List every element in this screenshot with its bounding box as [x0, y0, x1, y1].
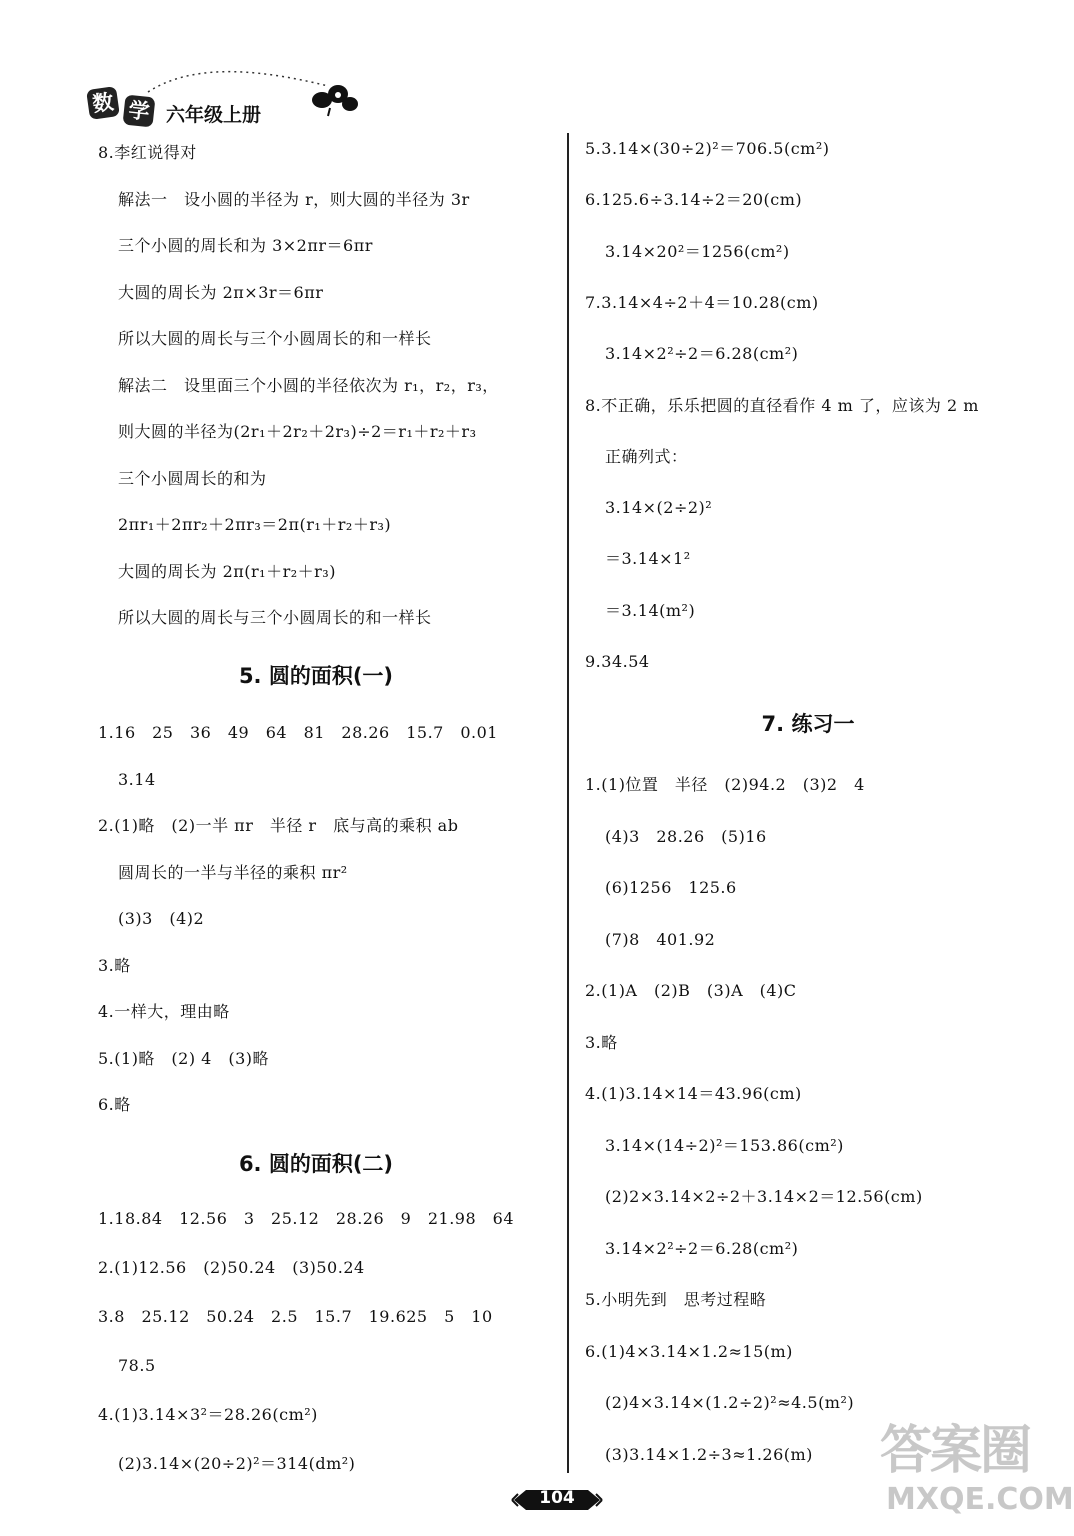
answer-line: (2)3.14×(20÷2)²＝314(dm²)	[118, 1454, 356, 1473]
header-title: 六年级上册	[166, 104, 262, 126]
answer-line: 三个小圆周长的和为	[118, 468, 267, 488]
answer-line: 大圆的周长为 2π×3r＝6πr	[118, 282, 324, 302]
watermark-logo: 答案圈	[880, 1421, 1031, 1481]
watermark	[880, 1408, 1074, 1528]
answer-line: 3.14×20²＝1256(cm²)	[605, 241, 790, 261]
answer-line: 3.14×2²÷2＝6.28(cm²)	[605, 1238, 799, 1258]
answer-line: 3.14×2²÷2＝6.28(cm²)	[605, 344, 799, 364]
answer-line: 大圆的周长为 2π(r₁＋r₂＋r₃)	[118, 561, 336, 581]
answer-line: 3.略	[98, 955, 131, 975]
answer-line: (6)1256 125.6	[605, 878, 737, 897]
column-divider	[567, 133, 569, 1473]
section-title: 7. 练习一	[761, 712, 855, 736]
answer-line: 9.34.54	[585, 652, 650, 671]
answer-line: 2.(1)12.56 (2)50.24 (3)50.24	[98, 1258, 365, 1277]
page-header	[88, 70, 388, 134]
answer-line: 5.小明先到 思考过程略	[585, 1290, 767, 1309]
answer-line: 8.不正确，乐乐把圆的直径看作 4 m 了，应该为 2 m	[585, 395, 979, 415]
answer-line: ＝3.14×1²	[605, 549, 691, 569]
answer-line: 2.(1)A (2)B (3)A (4)C	[585, 981, 797, 1000]
answer-line: (2)4×3.14×(1.2÷2)²≈4.5(m²)	[605, 1393, 855, 1412]
answer-line: 圆周长的一半与半径的乘积 πr²	[118, 862, 348, 882]
answer-line: 3.14×(14÷2)²＝153.86(cm²)	[605, 1135, 844, 1155]
answer-line: 4.(1)3.14×3²＝28.26(cm²)	[98, 1405, 318, 1424]
answer-line: 6.略	[98, 1095, 131, 1114]
answer-line: 解法一 设小圆的半径为 r，则大圆的半径为 3r	[118, 189, 470, 209]
answer-line: 5.(1)略 (2) 4 (3)略	[98, 1048, 270, 1068]
page-number	[512, 1486, 602, 1514]
answer-line: 3.略	[585, 1032, 618, 1052]
answer-line: 78.5	[118, 1356, 156, 1375]
header-badge-1: 数	[86, 86, 120, 120]
answer-line: 1.18.84 12.56 3 25.12 28.26 9 21.98 64	[98, 1209, 515, 1228]
answer-line: (7)8 401.92	[605, 929, 716, 949]
flower-decoration-icon	[310, 78, 360, 118]
answer-line: 6.(1)4×3.14×1.2≈15(m)	[585, 1341, 793, 1361]
section-title: 6. 圆的面积(二)	[238, 1152, 394, 1176]
answer-line: 8.李红说得对	[98, 143, 197, 162]
answer-line: 解法二 设里面三个小圆的半径依次为 r₁，r₂，r₃，	[118, 375, 499, 395]
answer-line: 7.3.14×4÷2＋4＝10.28(cm)	[585, 292, 819, 312]
page-number-text: 104	[539, 1488, 575, 1508]
watermark-url: MXQE.COM	[886, 1482, 1074, 1517]
answer-line: 2πr₁＋2πr₂＋2πr₃＝2π(r₁＋r₂＋r₃)	[118, 515, 392, 534]
answer-line: 所以大圆的周长与三个小圆周长的和一样长	[118, 329, 432, 348]
answer-line: (4)3 28.26 (5)16	[605, 826, 767, 846]
answer-line: 3.14	[118, 769, 156, 789]
answer-line: (2)2×3.14×2÷2＋3.14×2＝12.56(cm)	[605, 1187, 923, 1206]
answer-line: (3)3 (4)2	[118, 909, 205, 928]
answer-line: 3.8 25.12 50.24 2.5 15.7 19.625 5 10	[98, 1307, 493, 1326]
answer-line: 所以大圆的周长与三个小圆周长的和一样长	[118, 608, 432, 627]
answer-line: 1.16 25 36 49 64 81 28.26 15.7 0.01	[98, 723, 498, 742]
header-badge-2: 学	[123, 95, 156, 128]
answer-line: (3)3.14×1.2÷3≈1.26(m)	[605, 1444, 813, 1464]
answer-line: 4.(1)3.14×14＝43.96(cm)	[585, 1084, 802, 1103]
answer-line: 5.3.14×(30÷2)²＝706.5(cm²)	[585, 139, 830, 158]
answer-line: 3.14×(2÷2)²	[605, 498, 713, 518]
answer-line: 正确列式：	[605, 446, 688, 466]
answer-line: 三个小圆的周长和为 3×2πr＝6πr	[118, 236, 373, 255]
answer-line: 4.一样大，理由略	[98, 1002, 230, 1021]
answer-line: 则大圆的半径为(2r₁＋2r₂＋2r₃)÷2＝r₁＋r₂＋r₃	[118, 422, 477, 441]
answer-line: 6.125.6÷3.14÷2＝20(cm)	[585, 190, 803, 210]
section-title: 5. 圆的面积(一)	[238, 664, 394, 688]
answer-line: 1.(1)位置 半径 (2)94.2 (3)2 4	[585, 775, 865, 794]
answer-line: 2.(1)略 (2)一半 πr 半径 r 底与高的乘积 ab	[98, 816, 459, 835]
answer-line: ＝3.14(m²)	[605, 600, 696, 620]
